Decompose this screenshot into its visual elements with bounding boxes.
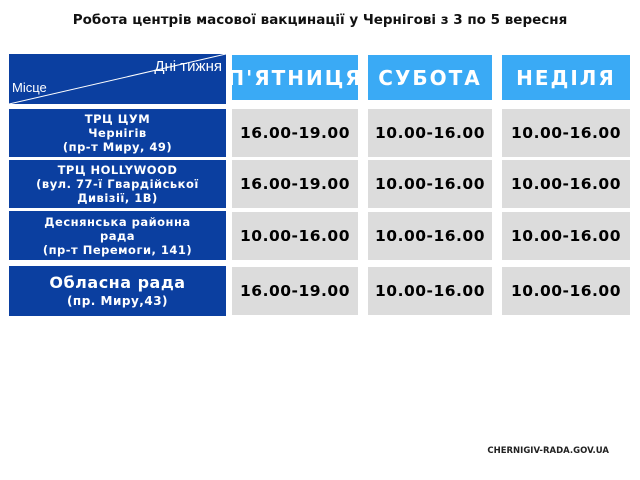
time-cell-tsum-saturday: 10.00-16.00 [368, 109, 492, 157]
time-cell-oblasna-friday: 16.00-19.00 [232, 267, 358, 315]
day-header-saturday: СУБОТА [368, 55, 492, 100]
location-name: ТРЦ HOLLYWOOD [57, 163, 178, 177]
location-address-line2: Дивізії, 1В) [77, 191, 158, 205]
location-address: (пр. Миру,43) [66, 294, 169, 308]
location-address-line1: (вул. 77-ї Гвардійської [36, 177, 199, 191]
days-of-week-label: Дні тижня [154, 58, 222, 75]
day-header-sunday: НЕДІЛЯ [502, 55, 630, 100]
location-address: (пр-т Миру, 49) [62, 140, 173, 154]
location-cell-desnianska [9, 211, 226, 260]
location-name: ТРЦ ЦУМ [84, 112, 151, 126]
time-cell-desnianska-saturday: 10.00-16.00 [368, 212, 492, 260]
time-cell-oblasna-sunday: 10.00-16.00 [502, 267, 630, 315]
time-cell-tsum-friday: 16.00-19.00 [232, 109, 358, 157]
location-cell-hollywood [9, 160, 226, 208]
source-watermark: CHERNIGIV-RADA.GOV.UA [487, 446, 609, 456]
time-cell-desnianska-friday: 10.00-16.00 [232, 212, 358, 260]
time-cell-tsum-sunday: 10.00-16.00 [502, 109, 630, 157]
place-label: Місце [12, 80, 47, 95]
location-cell-oblasna-rada [9, 266, 226, 316]
location-cell-tsum [9, 109, 226, 157]
location-name-line2: рада [99, 228, 136, 243]
page-title: Робота центрів масової вакцинації у Чернігові з 3 по 5 вересня [72, 12, 568, 28]
time-cell-hollywood-sunday: 10.00-16.00 [502, 160, 630, 208]
time-cell-hollywood-saturday: 10.00-16.00 [368, 160, 492, 208]
day-header-friday: П'ЯТНИЦЯ [232, 55, 358, 100]
time-cell-hollywood-friday: 16.00-19.00 [232, 160, 358, 208]
time-cell-desnianska-sunday: 10.00-16.00 [502, 212, 630, 260]
location-name-line1: Деснянська районна [44, 214, 191, 229]
location-name: Обласна рада [49, 273, 186, 292]
location-city: Чернігів [88, 126, 147, 140]
location-address: (пр-т Перемоги, 141) [42, 242, 193, 257]
table-corner-header [9, 54, 226, 104]
time-cell-oblasna-saturday: 10.00-16.00 [368, 267, 492, 315]
